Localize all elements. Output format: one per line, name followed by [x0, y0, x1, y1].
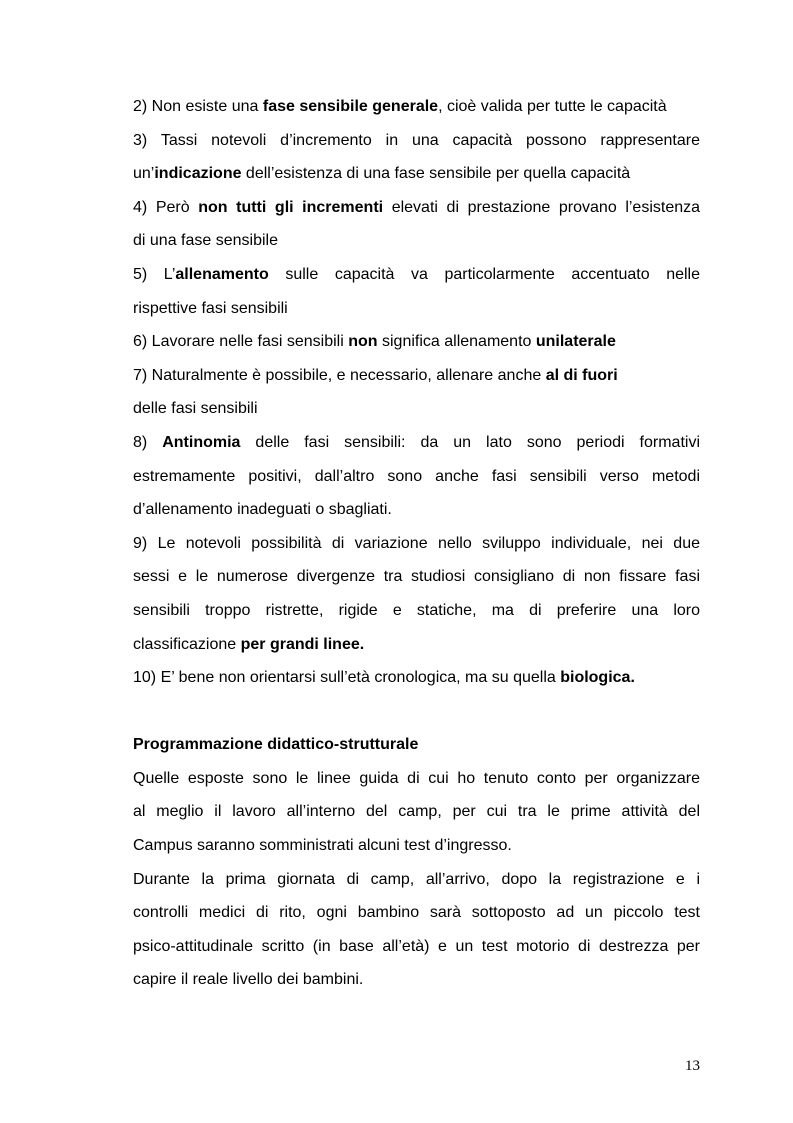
list-item-8-line-2: estremamente positivi, dall’altro sono anche fasi sensibili verso metodi	[133, 467, 700, 485]
list-item-3-line-2: un’indicazione dell’esistenza di una fase sensibile per quella capacità	[133, 165, 631, 183]
list-item-9-line-1: 9) Le notevoli possibilità di variazione nello sviluppo individuale, nei due	[133, 534, 700, 552]
list-item-8-line-3: d’allenamento inadeguati o sbagliati.	[133, 501, 392, 519]
list-item-9-line-2: sessi e le numerose divergenze tra studiosi consigliano di non fissare fasi	[133, 568, 700, 586]
list-item-8-line-1: 8) Antinomia delle fasi sensibili: da un lato sono periodi formativi	[133, 433, 700, 451]
list-item-7-line-2: delle fasi sensibili	[133, 400, 258, 418]
paragraph-1-line-2: al meglio il lavoro all’interno del camp, per cui tra le prime attività del	[133, 803, 700, 821]
paragraph-2-line-1: Durante la prima giornata di camp, all’arrivo, dopo la registrazione e i	[133, 870, 700, 888]
list-item-4-line-2: di una fase sensibile	[133, 232, 278, 250]
paragraph-1-line-1: Quelle esposte sono le linee guida di cui ho tenuto conto per organizzare	[133, 769, 700, 787]
list-item-10: 10) E’ bene non orientarsi sull’età cronologica, ma su quella biologica.	[133, 669, 635, 687]
page-number: 13	[685, 1058, 700, 1074]
list-item-5-line-1: 5) L’allenamento sulle capacità va particolarmente accentuato nelle	[133, 265, 700, 283]
list-item-9-line-4: classificazione per grandi linee.	[133, 635, 365, 653]
section-heading: Programmazione didattico-strutturale	[133, 736, 419, 754]
list-item-2: 2) Non esiste una fase sensibile generale, cioè valida per tutte le capacità	[133, 98, 667, 115]
paragraph-2-line-4: capire il reale livello dei bambini.	[133, 971, 364, 989]
document-body	[133, 90, 700, 997]
paragraph-2-line-2: controlli medici di rito, ogni bambino sarà sottoposto ad un piccolo test	[133, 904, 700, 922]
list-item-6: 6) Lavorare nelle fasi sensibili non significa allenamento unilaterale	[133, 333, 616, 351]
paragraph-2-line-3: psico-attitudinale scritto (in base all’età) e un test motorio di destrezza per	[133, 937, 700, 955]
paragraph-1-line-3: Campus saranno somministrati alcuni test d’ingresso.	[133, 837, 512, 855]
section-spacer	[133, 695, 700, 729]
list-item-4-line-1: 4) Però non tutti gli incrementi elevati di prestazione provano l’esistenza	[133, 198, 700, 216]
list-item-7-line-1: 7) Naturalmente è possibile, e necessario, allenare anche al di fuori	[133, 366, 618, 384]
list-item-9-line-3: sensibili troppo ristrette, rigide e statiche, ma di preferire una loro	[133, 601, 700, 619]
list-item-5-line-2: rispettive fasi sensibili	[133, 299, 288, 317]
list-item-3-line-1: 3) Tassi notevoli d’incremento in una capacità possono rappresentare	[133, 131, 700, 149]
